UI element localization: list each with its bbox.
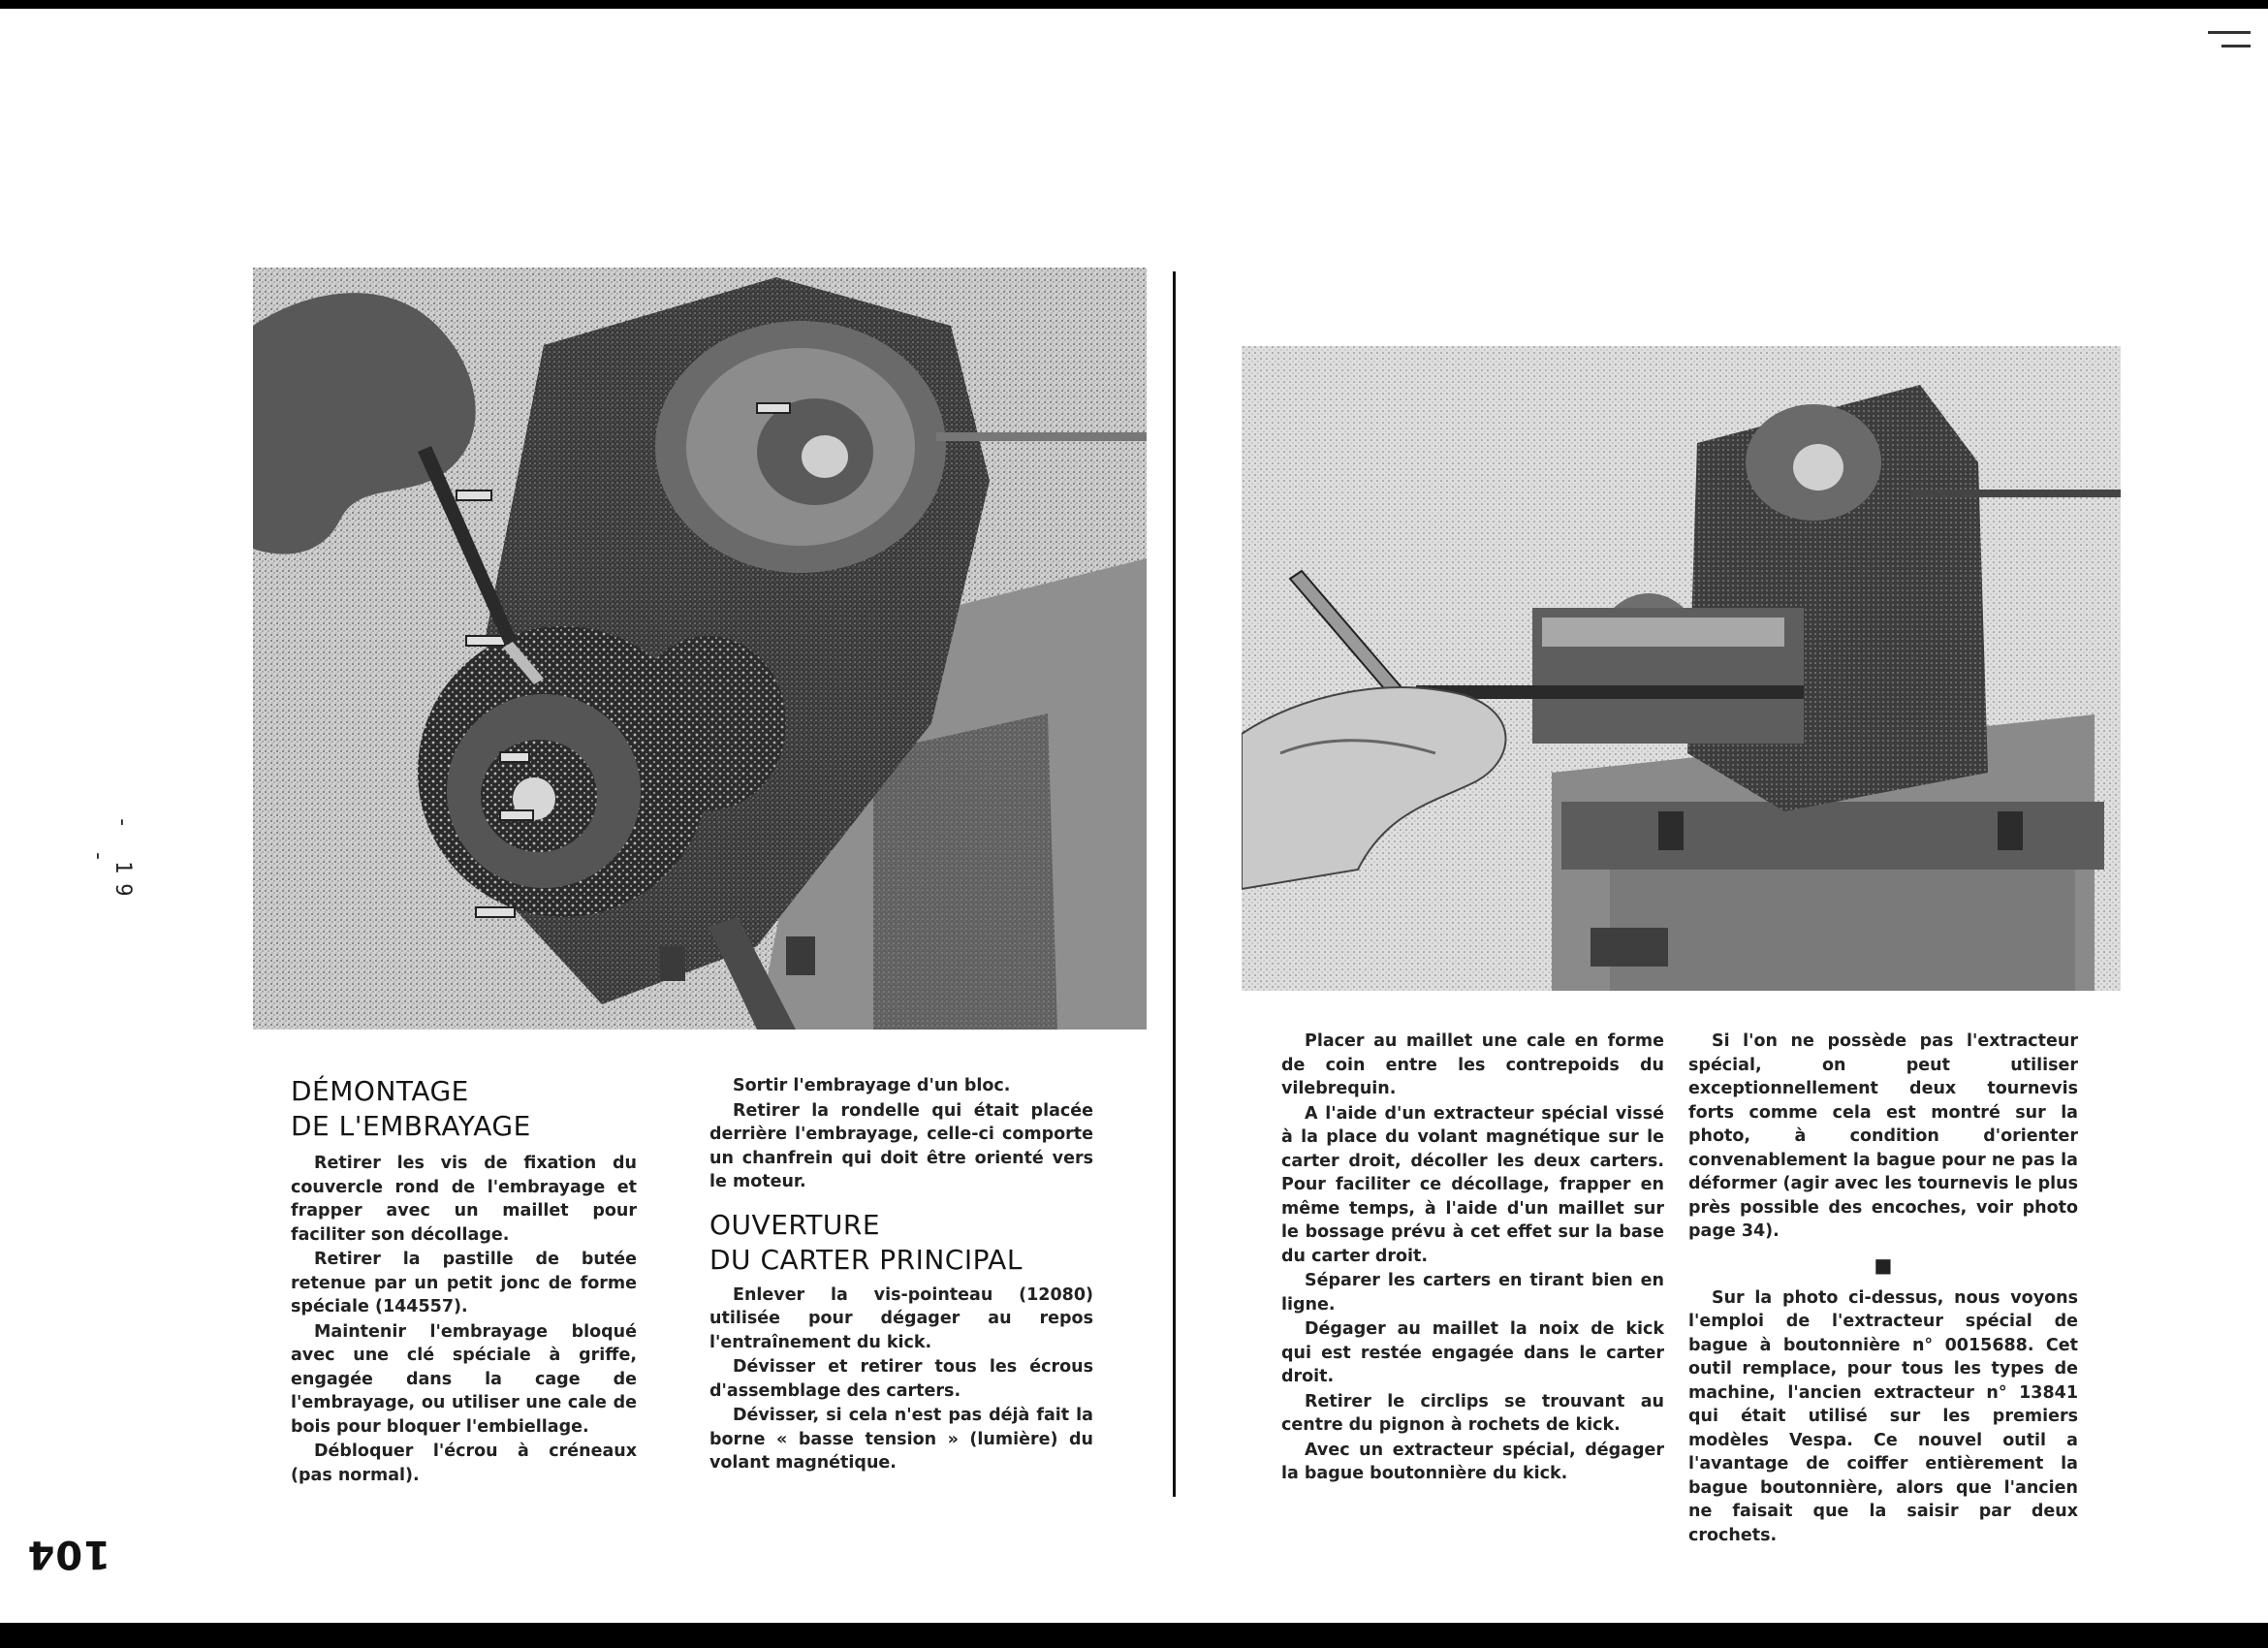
- photo-caption-paragraph: Sur la photo ci-dessus, nous voyons l'emploi de l'extracteur spécial de bague à boutonnière n° 0015688. Cet outil remplace, pour tous les types de machine, l'ancien extracteur n° 13841 qui était utilisé sur les premiers modèles Vespa. Ce nouvel outil a l'avantage de coiffer entièrement la bague boutonnière, alors que l'ancien ne faisait que la saisir par deux crochets.: [1688, 1287, 2078, 1545]
- photo-clutch-image: [253, 268, 1147, 1030]
- folio-page-number: [26, 1532, 110, 1580]
- paragraph: Séparer les carters en tirant bien en ligne.: [1281, 1271, 1664, 1315]
- paragraph: A l'aide d'un extracteur spécial vissé à la place du volant magnétique sur le carter droit, décoller les deux carters. Pour faciliter ce décollage, frapper en même temps, à l'aide d'un maillet sur le bossage prévu à cet effet sur la base du carter droit.: [1281, 1103, 1664, 1266]
- section-heading: [709, 1208, 1093, 1278]
- side-page-number-text: - 19 -: [86, 815, 135, 906]
- heading-line: OUVERTURE: [709, 1208, 881, 1241]
- paragraph: Retirer les vis de fixation du couvercle rond de l'embrayage et frapper avec un maillet pour faciliter son décollage.: [291, 1154, 637, 1245]
- photo-extractor-image: [1242, 346, 2121, 991]
- paragraph: Retirer la rondelle qui était placée derrière l'embrayage, celle-ci comporte un chanfrein qui doit être orienté vers le moteur.: [709, 1100, 1093, 1191]
- paragraph: Avec un extracteur spécial, dégager la bague boutonnière du kick.: [1281, 1440, 1664, 1483]
- scan-border-bottom: [0, 1623, 2268, 1648]
- photo-extractor-use: [1242, 346, 2121, 991]
- paragraph: Sortir l'embrayage d'un bloc.: [733, 1076, 1011, 1095]
- photo-clutch-disassembly: [253, 268, 1147, 1030]
- paragraph: Enlever la vis-pointeau (12080) utilisée pour dégager au repos l'entraînement du kick.: [709, 1284, 1093, 1352]
- scan-mark: [2208, 31, 2251, 34]
- heading-line: DU CARTER PRINCIPAL: [709, 1243, 1023, 1276]
- paragraph: Maintenir l'embrayage bloqué avec une clé spéciale à griffe, engagée dans la cage de l'embrayage, ou utiliser une cale de bois pour bloquer l'embiellage.: [291, 1321, 637, 1437]
- section-demontage-embrayage: [291, 1074, 637, 1487]
- scan-border-top: [0, 0, 2268, 9]
- scan-mark: [2221, 45, 2251, 48]
- paragraph: Dévisser, si cela n'est pas déjà fait la borne « basse tension » (lumière) du volant magnétique.: [709, 1406, 1093, 1473]
- paragraph: Débloquer l'écrou à créneaux (pas normal).: [291, 1442, 637, 1485]
- side-page-number: [86, 793, 135, 909]
- section-ouverture-carter: [709, 1074, 1093, 1475]
- text-column-right-2: [1688, 1030, 2078, 1547]
- paragraph: Retirer le circlips se trouvant au centre du pignon à rochets de kick.: [1281, 1391, 1664, 1435]
- paragraph: Si l'on ne possède pas l'extracteur spécial, on peut utiliser exceptionnellement deux tournevis forts comme cela est montré sur la photo, à condition d'orienter convenablement la bague pour ne pas la déformer (agir avec les tournevis le plus près possible des encoches, voir photo page 34).: [1688, 1031, 2078, 1241]
- heading-line: DÉMONTAGE: [291, 1075, 469, 1107]
- text-column-right-1: [1281, 1030, 1664, 1486]
- section-heading: [291, 1074, 637, 1144]
- column-divider: [1173, 271, 1176, 1497]
- paragraph: Retirer la pastille de butée retenue par un petit jonc de forme spéciale (144557).: [291, 1250, 637, 1316]
- paragraph: Placer au maillet une cale en forme de coin entre les contrepoids du vilebrequin.: [1281, 1031, 1664, 1098]
- folio-text: 104: [26, 1532, 110, 1576]
- heading-line: DE L'EMBRAYAGE: [291, 1110, 531, 1142]
- paragraph: Dévisser et retirer tous les écrous d'assemblage des carters.: [709, 1357, 1093, 1401]
- separator-square: ■: [1874, 1252, 1893, 1277]
- paragraph: Dégager au maillet la noix de kick qui est restée engagée dans le carter droit.: [1281, 1319, 1664, 1386]
